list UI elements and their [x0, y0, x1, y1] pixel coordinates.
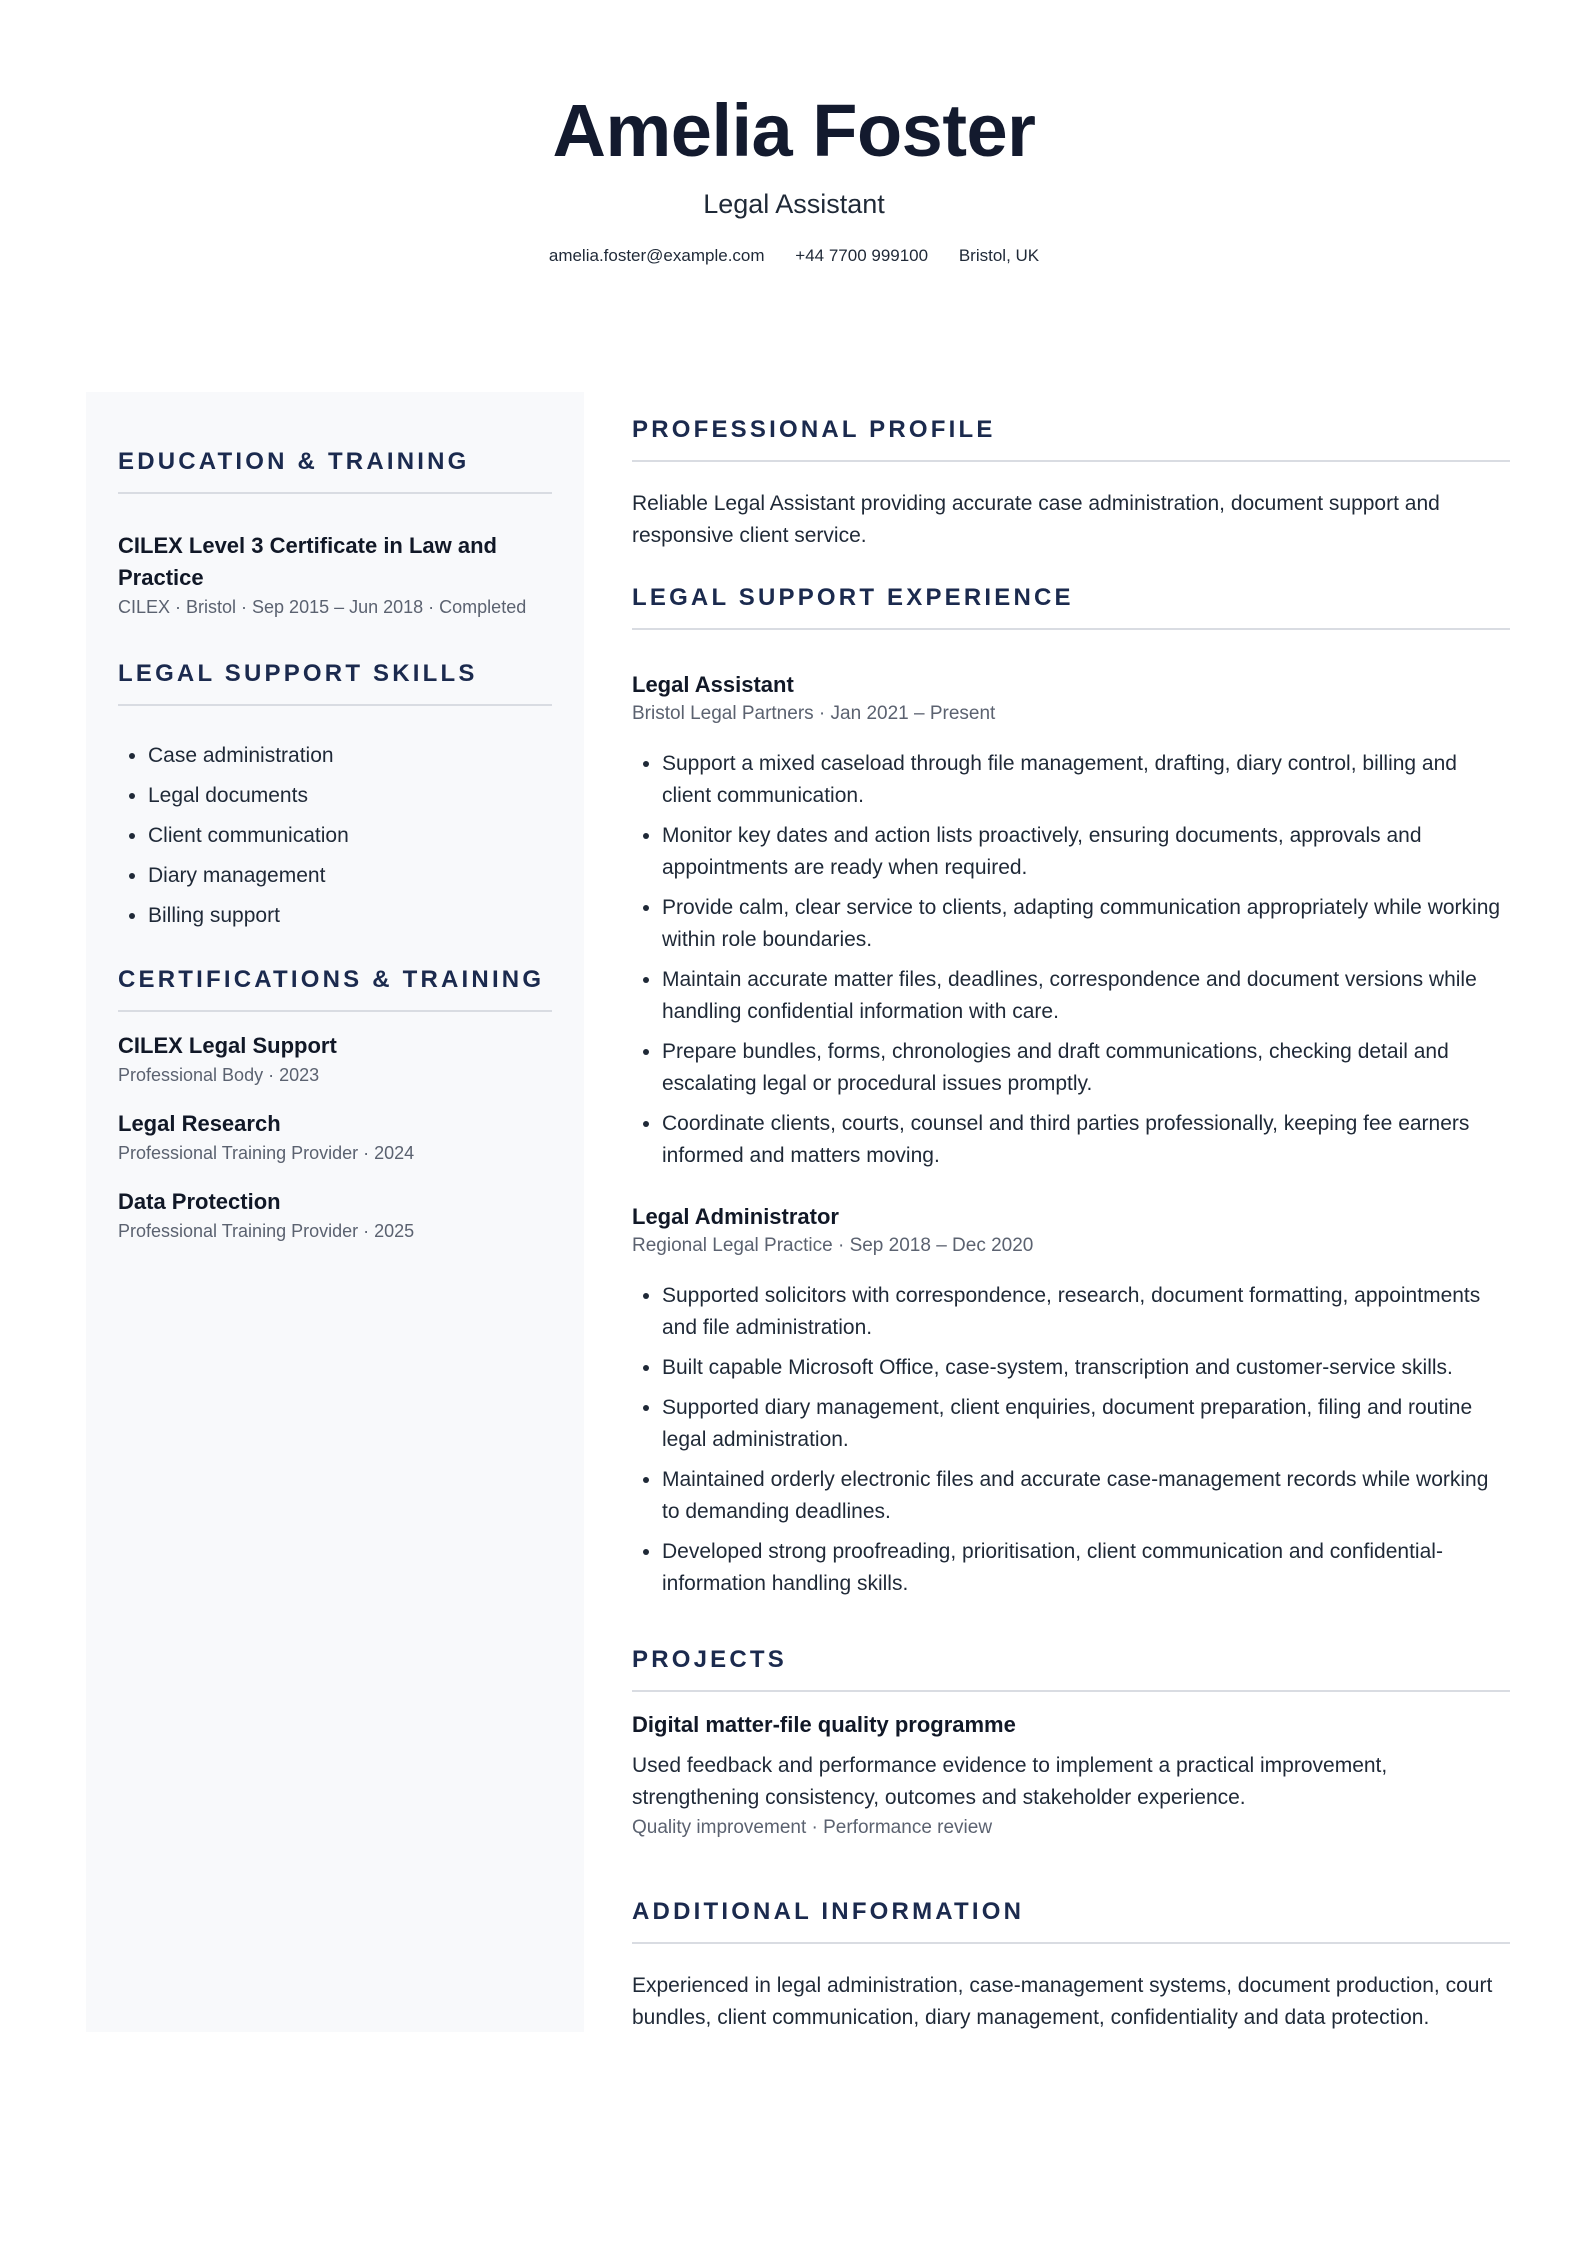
list-item: • Legal documents [148, 776, 552, 816]
education-entry-meta: CILEX · Bristol · Sep 2015 – Jun 2018 · Completed [118, 597, 527, 617]
job-bullets [632, 1280, 1510, 1600]
education-entry-title: CILEX Level 3 Certificate in Law and Practice [118, 533, 497, 590]
list-item: • Provide calm, clear service to clients, adapting communication appropriately while working within role boundaries. [662, 892, 1510, 956]
skills-section [118, 660, 552, 936]
additional-text: Experienced in legal administration, case-management systems, document production, court bundles, client communication, diary management, confidentiality and data protection. [632, 1974, 1493, 2029]
candidate-name: Amelia Foster [552, 89, 1036, 172]
contact-line [0, 246, 1588, 266]
certification-name: Data Protection [118, 1189, 281, 1214]
certification-item [118, 1108, 552, 1166]
job-bullets [632, 748, 1510, 1172]
list-item: • Supported solicitors with correspondence, research, document formatting, appointments and file administration. [662, 1280, 1510, 1344]
job-entry [632, 1202, 1510, 1608]
project-tags: Quality improvement · Performance review [632, 1817, 993, 1838]
certification-item [118, 1186, 552, 1244]
certification-item [118, 1030, 552, 1088]
list-item: • Billing support [148, 896, 552, 936]
list-item: • Developed strong proofreading, prioritisation, client communication and confidential-information handling skills. [662, 1536, 1510, 1600]
skills-title: LEGAL SUPPORT SKILLS [118, 660, 552, 706]
certifications-title: CERTIFICATIONS & TRAINING [118, 966, 552, 1012]
candidate-role: Legal Assistant [703, 189, 885, 220]
experience-section [632, 584, 1510, 1180]
additional-section [632, 1898, 1510, 2034]
list-item: • Maintain accurate matter files, deadlines, correspondence and document versions while handling confidential information with care. [662, 964, 1510, 1028]
contact-phone[interactable]: +44 7700 999100 [795, 246, 929, 266]
certification-name: CILEX Legal Support [118, 1033, 337, 1058]
list-item: • Case administration [148, 736, 552, 776]
education-title: EDUCATION & TRAINING [118, 448, 552, 494]
list-item: • Client communication [148, 816, 552, 856]
list-item: • Diary management [148, 856, 552, 896]
list-item: • Supported diary management, client enquiries, document preparation, filing and routine legal administration. [662, 1392, 1510, 1456]
list-item: • Built capable Microsoft Office, case-system, transcription and customer-service skills. [662, 1352, 1510, 1384]
certification-meta: Professional Training Provider · 2024 [118, 1143, 415, 1163]
projects-section [632, 1646, 1510, 1842]
experience-title: LEGAL SUPPORT EXPERIENCE [632, 584, 1510, 630]
project-text: Used feedback and performance evidence to implement a practical improvement, strengthening consistency, outcomes and stakeholder experience. [632, 1754, 1388, 1809]
job-meta: Regional Legal Practice · Sep 2018 – Dec 2020 [632, 1235, 1034, 1256]
contact-email[interactable]: amelia.foster@example.com [548, 246, 765, 266]
job-entry [632, 670, 1510, 1172]
certification-name: Legal Research [118, 1111, 281, 1136]
additional-title: ADDITIONAL INFORMATION [632, 1898, 1510, 1944]
list-item: • Prepare bundles, forms, chronologies and draft communications, checking detail and escalating legal or procedural issues promptly. [662, 1036, 1510, 1100]
certification-meta: Professional Training Provider · 2025 [118, 1221, 415, 1241]
contact-location: Bristol, UK [958, 246, 1040, 266]
job-title: Legal Assistant [632, 672, 794, 697]
list-item: • Coordinate clients, courts, counsel and third parties professionally, keeping fee earners informed and matters moving. [662, 1108, 1510, 1172]
profile-section [632, 416, 1510, 552]
certifications-section [118, 966, 552, 1244]
list-item: • Maintained orderly electronic files and accurate case-management records while working to demanding deadlines. [662, 1464, 1510, 1528]
projects-title: PROJECTS [632, 1646, 1510, 1692]
profile-title: PROFESSIONAL PROFILE [632, 416, 1510, 462]
skills-list [118, 736, 552, 936]
resume-header [0, 90, 1588, 266]
profile-text: Reliable Legal Assistant providing accurate case administration, document support and responsive client service. [632, 492, 1440, 547]
job-title: Legal Administrator [632, 1204, 839, 1229]
education-section [118, 448, 552, 620]
list-item: • Monitor key dates and action lists proactively, ensuring documents, approvals and appointments are ready when required. [662, 820, 1510, 884]
sidebar [86, 392, 584, 2032]
project-name: Digital matter-file quality programme [632, 1712, 1016, 1737]
list-item: • Support a mixed caseload through file management, drafting, diary control, billing and client communication. [662, 748, 1510, 812]
certification-meta: Professional Body · 2023 [118, 1065, 320, 1085]
job-meta: Bristol Legal Partners · Jan 2021 – Present [632, 703, 996, 724]
